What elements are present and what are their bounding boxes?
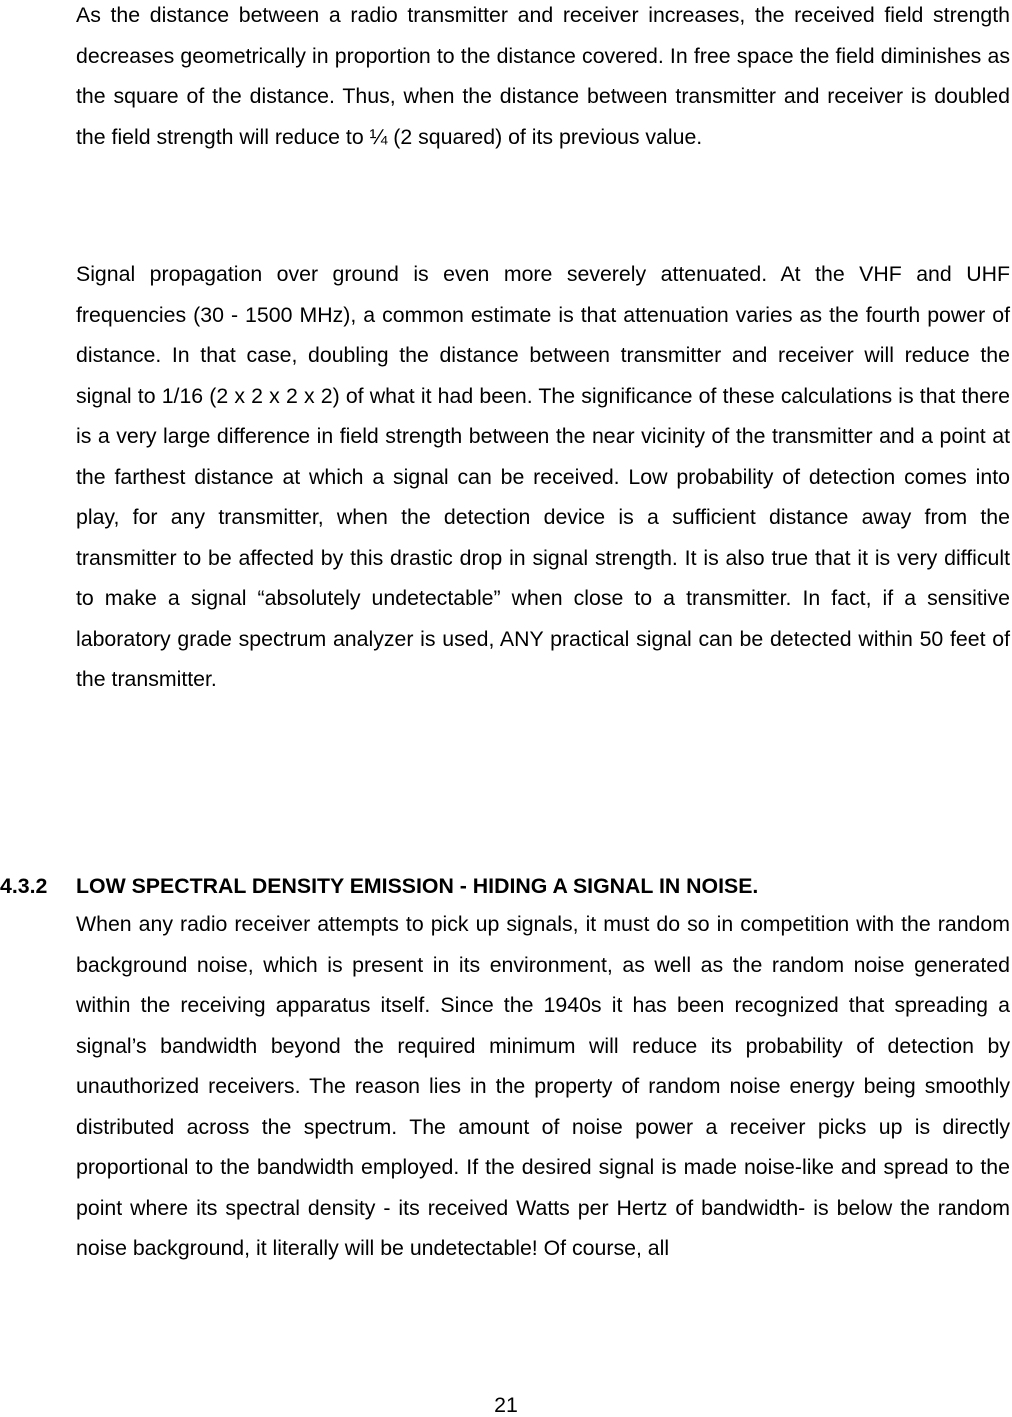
section-title: LOW SPECTRAL DENSITY EMISSION - HIDING A SIGNAL IN NOISE. [76, 874, 759, 898]
paragraph-free-space-attenuation: As the distance between a radio transmitter and receiver increases, the received field strength decreases geometrically in proportion to the distance covered. In free space the field diminishes as the square of the distance. Thus, when the distance between transmitter and receiver is doubled the field strength will reduce to ¼ (2 squared) of its previous value. [76, 3, 1010, 149]
paragraph-low-spectral-density: When any radio receiver attempts to pick up signals, it must do so in competition with the random background noise, which is present in its environment, as well as the random noise generated within the receiving apparatus itself. Since the 1940s it has been recognized that spreading a signal’s bandwidth beyond the required minimum will reduce its probability of detection by unauthorized receivers. The reason lies in the property of random noise energy being smoothly distributed across the spectrum. The amount of noise power a receiver picks up is directly proportional to the bandwidth employed. If the desired signal is made noise-like and spread to the point where its spectral density - its received Watts per Hertz of bandwidth- is below the random noise background, it literally will be undetectable! Of course, all [76, 912, 1010, 1260]
paragraph-ground-propagation: Signal propagation over ground is even more severely attenuated. At the VHF and UHF frequencies (30 - 1500 MHz), a common estimate is that attenuation varies as the fourth power of distance. In that case, doubling the distance between transmitter and receiver will reduce the signal to 1/16 (2 x 2 x 2 x 2) of what it had been. The significance of these calculations is that there is a very large difference in field strength between the near vicinity of the transmitter and a point at the farthest distance at which a signal can be received. Low probability of detection comes into play, for any transmitter, when the detection device is a sufficient distance away from the transmitter to be affected by this drastic drop in signal strength. It is also true that it is very difficult to make a signal “absolutely undetectable” when close to a transmitter. In fact, if a sensitive laboratory grade spectrum analyzer is used, ANY practical signal can be detected within 50 feet of the transmitter. [76, 262, 1010, 691]
page-number: 21 [494, 1393, 518, 1417]
section-number: 4.3.2 [0, 874, 48, 898]
